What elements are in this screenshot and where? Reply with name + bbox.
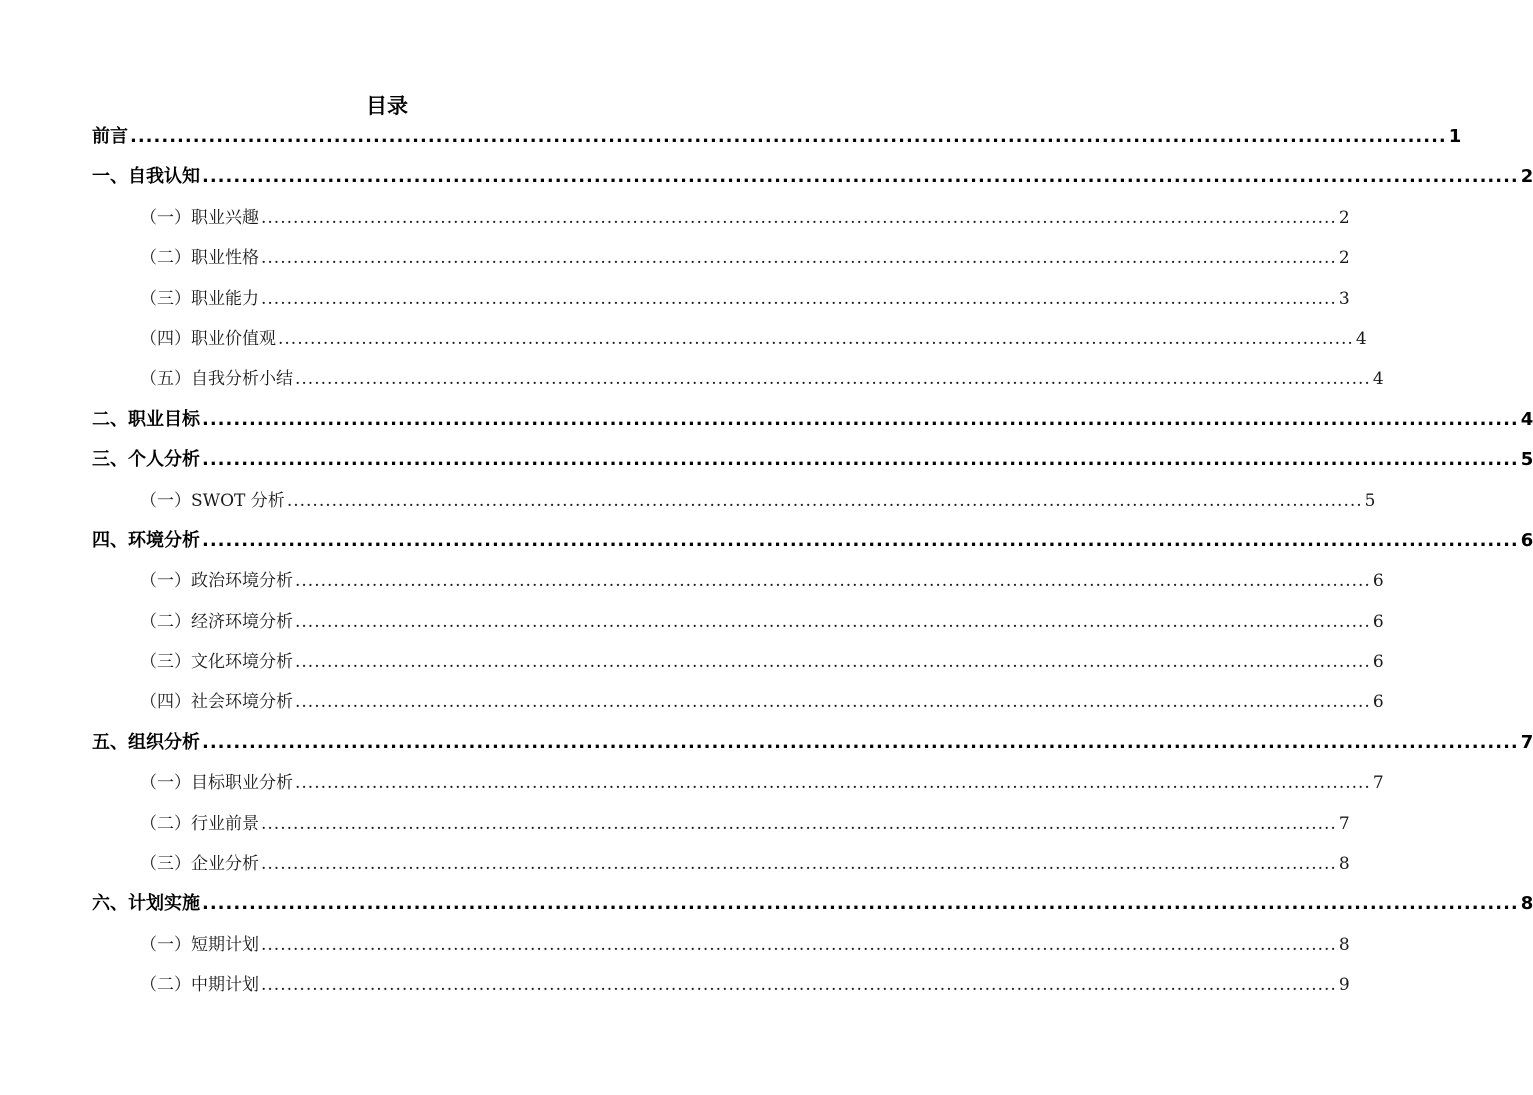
- toc-entry-section[interactable]: [92, 237, 1350, 277]
- toc-page-number: 2: [1520, 166, 1533, 188]
- toc-page-number: 6: [1372, 652, 1384, 673]
- toc-entry-chapter[interactable]: [92, 116, 1462, 156]
- toc-entry-label: 二、职业目标: [92, 408, 200, 430]
- toc-entry-section[interactable]: [92, 358, 1384, 398]
- toc-leader-dots: ........................................................................................................................................................................: [295, 369, 1371, 390]
- toc-entry-chapter[interactable]: [92, 883, 1533, 923]
- toc-leader-dots: ........................................................................................................................................................................: [202, 893, 1519, 915]
- toc-entry-section[interactable]: [92, 924, 1350, 964]
- toc-entry-chapter[interactable]: [92, 722, 1533, 762]
- toc-entry-section[interactable]: [92, 480, 1376, 520]
- toc-leader-dots: ........................................................................................................................................................................: [202, 166, 1519, 188]
- toc-page-number: 8: [1520, 893, 1533, 915]
- toc-leader-dots: ........................................................................................................................................................................: [295, 652, 1371, 673]
- toc-page-number: 7: [1372, 773, 1384, 794]
- toc-page-number: 8: [1338, 854, 1350, 875]
- toc-entry-section[interactable]: [92, 560, 1384, 600]
- toc-entry-label: （四）职业价值观: [140, 328, 276, 349]
- toc-entry-label: （一）SWOT 分析: [140, 490, 285, 511]
- toc-leader-dots: ........................................................................................................................................................................: [295, 773, 1371, 794]
- toc-entry-chapter[interactable]: [92, 156, 1533, 196]
- toc-page-number: 4: [1372, 369, 1384, 390]
- toc-entry-label: 前言: [92, 126, 128, 147]
- toc-page-number: 7: [1338, 813, 1350, 834]
- toc-entry-section[interactable]: [92, 964, 1350, 1004]
- toc-leader-dots: ........................................................................................................................................................................: [261, 854, 1337, 875]
- toc-page-number: 1: [1448, 126, 1462, 147]
- toc-leader-dots: ........................................................................................................................................................................: [261, 288, 1337, 309]
- toc-entry-label: （三）企业分析: [140, 854, 259, 875]
- toc-leader-dots: ........................................................................................................................................................................: [261, 248, 1337, 269]
- toc-leader-dots: ........................................................................................................................................................................: [261, 813, 1337, 834]
- toc-leader-dots: ........................................................................................................................................................................: [278, 328, 1354, 349]
- toc-entry-chapter[interactable]: [92, 520, 1533, 560]
- toc-leader-dots: ........................................................................................................................................................................: [261, 975, 1337, 996]
- toc-entry-section[interactable]: [92, 803, 1350, 843]
- toc-page-number: 2: [1338, 248, 1350, 269]
- toc-page-number: 9: [1338, 975, 1350, 996]
- toc-entry-label: 五、组织分析: [92, 731, 200, 753]
- toc-entry-label: （四）社会环境分析: [140, 692, 293, 713]
- toc-page-number: 6: [1372, 571, 1384, 592]
- toc-page-number: 4: [1355, 328, 1367, 349]
- toc-entry-label: （二）职业性格: [140, 248, 259, 269]
- toc-leader-dots: ........................................................................................................................................................................: [202, 449, 1519, 471]
- toc-entry-label: （二）经济环境分析: [140, 611, 293, 632]
- toc-entry-label: （二）中期计划: [140, 975, 259, 996]
- toc-page-number: 2: [1338, 207, 1350, 228]
- toc-entry-label: （五）自我分析小结: [140, 369, 293, 390]
- toc-entry-label: （一）职业兴趣: [140, 207, 259, 228]
- toc-leader-dots: ........................................................................................................................................................................: [261, 207, 1337, 228]
- toc-entry-label: 三、个人分析: [92, 449, 200, 471]
- toc-entry-section[interactable]: [92, 318, 1367, 358]
- toc-leader-dots: ........................................................................................................................................................................: [202, 529, 1519, 551]
- toc-entry-section[interactable]: [92, 681, 1384, 721]
- toc-entry-label: （一）政治环境分析: [140, 571, 293, 592]
- toc-entry-label: （三）文化环境分析: [140, 652, 293, 673]
- toc-page-number: 4: [1520, 408, 1533, 430]
- toc-entry-chapter[interactable]: [92, 399, 1533, 439]
- toc-leader-dots: ........................................................................................................................................................................: [130, 126, 1447, 147]
- toc-page-number: 7: [1520, 731, 1533, 753]
- toc-entry-section[interactable]: [92, 641, 1384, 681]
- toc-entry-section[interactable]: [92, 762, 1384, 802]
- toc-entry-label: 六、计划实施: [92, 893, 200, 915]
- toc-entry-section[interactable]: [92, 601, 1384, 641]
- toc-leader-dots: ........................................................................................................................................................................: [286, 490, 1363, 511]
- toc-leader-dots: ........................................................................................................................................................................: [295, 611, 1371, 632]
- toc-entry-label: （三）职业能力: [140, 288, 259, 309]
- toc-entry-label: （一）目标职业分析: [140, 773, 293, 794]
- toc-title: 目录: [366, 94, 408, 118]
- toc-entry-section[interactable]: [92, 278, 1350, 318]
- toc-page-number: 6: [1520, 529, 1533, 551]
- toc-leader-dots: ........................................................................................................................................................................: [202, 408, 1519, 430]
- toc-entry-chapter[interactable]: [92, 439, 1533, 479]
- toc-leader-dots: ........................................................................................................................................................................: [261, 934, 1337, 955]
- toc-page-number: 5: [1520, 449, 1533, 471]
- toc-leader-dots: ........................................................................................................................................................................: [295, 571, 1371, 592]
- toc-page-number: 3: [1338, 288, 1350, 309]
- toc-entry-label: 一、自我认知: [92, 166, 200, 188]
- toc-entry-section[interactable]: [92, 197, 1350, 237]
- toc-entry-label: （二）行业前景: [140, 813, 259, 834]
- toc-entry-label: 四、环境分析: [92, 529, 200, 551]
- toc-page-number: 5: [1364, 490, 1376, 511]
- toc-list: [92, 116, 1533, 1005]
- toc-page-number: 6: [1372, 611, 1384, 632]
- toc-leader-dots: ........................................................................................................................................................................: [202, 731, 1519, 753]
- toc-page-number: 6: [1372, 692, 1384, 713]
- toc-leader-dots: ........................................................................................................................................................................: [295, 692, 1371, 713]
- toc-entry-label: （一）短期计划: [140, 934, 259, 955]
- toc-page-number: 8: [1338, 934, 1350, 955]
- toc-entry-section[interactable]: [92, 843, 1350, 883]
